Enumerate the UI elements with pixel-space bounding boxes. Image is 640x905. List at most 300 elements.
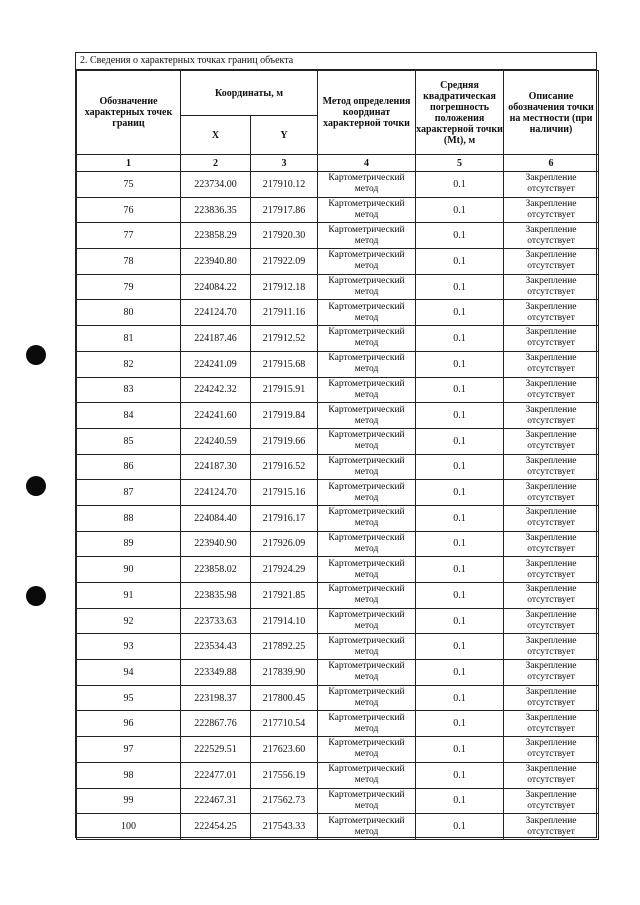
coord-y: 217915.68 xyxy=(251,351,318,377)
method-line: метод xyxy=(354,466,379,477)
coord-y: 217916.17 xyxy=(251,505,318,531)
description-line: Закрепление xyxy=(525,327,577,338)
description-line: отсутствует xyxy=(527,389,575,400)
method-line: метод xyxy=(354,312,379,323)
method-cell xyxy=(318,737,416,763)
method-cell xyxy=(318,403,416,429)
description-line: Закрепление xyxy=(525,815,577,826)
table-row xyxy=(77,660,599,686)
description-line: Закрепление xyxy=(525,430,577,441)
coord-x: 224187.46 xyxy=(181,326,251,352)
description-cell xyxy=(504,480,599,506)
coord-x: 222454.25 xyxy=(181,814,251,840)
mt-value: 0.1 xyxy=(416,274,504,300)
coord-y: 217800.45 xyxy=(251,685,318,711)
description-line: Закрепление xyxy=(525,610,577,621)
method-line: метод xyxy=(354,338,379,349)
method-line: Картометрический xyxy=(328,687,405,698)
point-number: 94 xyxy=(77,660,181,686)
coord-x: 224124.70 xyxy=(181,300,251,326)
table-row xyxy=(77,249,599,275)
method-line: Картометрический xyxy=(328,661,405,672)
table-row xyxy=(77,608,599,634)
mt-value: 0.1 xyxy=(416,197,504,223)
table-row xyxy=(77,274,599,300)
mt-value: 0.1 xyxy=(416,249,504,275)
table-row xyxy=(77,428,599,454)
mt-value: 0.1 xyxy=(416,737,504,763)
method-line: метод xyxy=(354,595,379,606)
description-cell xyxy=(504,737,599,763)
description-cell xyxy=(504,197,599,223)
description-line: Закрепление xyxy=(525,224,577,235)
method-line: Картометрический xyxy=(328,327,405,338)
point-number: 80 xyxy=(77,300,181,326)
method-line: Картометрический xyxy=(328,789,405,800)
description-line: Закрепление xyxy=(525,635,577,646)
method-cell xyxy=(318,634,416,660)
mt-value: 0.1 xyxy=(416,403,504,429)
table-row xyxy=(77,403,599,429)
column-number: 5 xyxy=(416,155,504,172)
point-number: 76 xyxy=(77,197,181,223)
point-number: 82 xyxy=(77,351,181,377)
description-cell xyxy=(504,454,599,480)
description-line: Закрепление xyxy=(525,250,577,261)
coord-y: 217920.30 xyxy=(251,223,318,249)
mt-value: 0.1 xyxy=(416,814,504,840)
coord-x: 223836.35 xyxy=(181,197,251,223)
coord-x: 223940.80 xyxy=(181,249,251,275)
mt-value: 0.1 xyxy=(416,608,504,634)
description-line: отсутствует xyxy=(527,723,575,734)
method-line: Картометрический xyxy=(328,224,405,235)
description-line: отсутствует xyxy=(527,646,575,657)
table-row xyxy=(77,300,599,326)
point-number: 75 xyxy=(77,172,181,198)
description-line: отсутствует xyxy=(527,210,575,221)
coord-x: 224242.32 xyxy=(181,377,251,403)
header-coordinates: Координаты, м xyxy=(181,71,318,116)
header-designation: Обозначение характерных точек границ xyxy=(77,71,181,155)
table-row xyxy=(77,223,599,249)
method-line: метод xyxy=(354,826,379,837)
table-row xyxy=(77,326,599,352)
table-row xyxy=(77,377,599,403)
mt-value: 0.1 xyxy=(416,634,504,660)
coord-y: 217623.60 xyxy=(251,737,318,763)
coord-y: 217543.33 xyxy=(251,814,318,840)
coord-x: 223734.00 xyxy=(181,172,251,198)
description-cell xyxy=(504,685,599,711)
header-y: Y xyxy=(251,116,318,155)
method-cell xyxy=(318,300,416,326)
description-cell xyxy=(504,634,599,660)
punch-hole xyxy=(26,586,46,606)
coord-x: 222529.51 xyxy=(181,737,251,763)
coord-x: 224241.60 xyxy=(181,403,251,429)
coord-x: 224240.59 xyxy=(181,428,251,454)
mt-value: 0.1 xyxy=(416,685,504,711)
coord-y: 217919.66 xyxy=(251,428,318,454)
coord-x: 223733.63 xyxy=(181,608,251,634)
mt-value: 0.1 xyxy=(416,583,504,609)
mt-value: 0.1 xyxy=(416,172,504,198)
description-cell xyxy=(504,351,599,377)
coord-y: 217919.84 xyxy=(251,403,318,429)
section-title: 2. Сведения о характерных точках границ объекта xyxy=(76,53,596,70)
point-number: 100 xyxy=(77,814,181,840)
method-line: Картометрический xyxy=(328,584,405,595)
description-line: отсутствует xyxy=(527,518,575,529)
mt-value: 0.1 xyxy=(416,762,504,788)
method-cell xyxy=(318,223,416,249)
description-line: Закрепление xyxy=(525,199,577,210)
description-line: отсутствует xyxy=(527,800,575,811)
description-line: Закрепление xyxy=(525,173,577,184)
document-frame xyxy=(75,52,597,838)
table-row xyxy=(77,634,599,660)
method-line: метод xyxy=(354,492,379,503)
description-line: Закрепление xyxy=(525,584,577,595)
method-cell xyxy=(318,531,416,557)
method-cell xyxy=(318,454,416,480)
method-cell xyxy=(318,685,416,711)
point-number: 85 xyxy=(77,428,181,454)
coord-y: 217892.25 xyxy=(251,634,318,660)
method-line: метод xyxy=(354,415,379,426)
header-description: Описание обозначения точки на местности (при наличии) xyxy=(504,71,599,155)
point-number: 88 xyxy=(77,505,181,531)
point-number: 89 xyxy=(77,531,181,557)
method-cell xyxy=(318,326,416,352)
method-line: метод xyxy=(354,261,379,272)
coord-y: 217710.54 xyxy=(251,711,318,737)
point-number: 91 xyxy=(77,583,181,609)
method-line: Картометрический xyxy=(328,738,405,749)
description-cell xyxy=(504,249,599,275)
column-number: 4 xyxy=(318,155,416,172)
method-cell xyxy=(318,711,416,737)
coord-x: 223940.90 xyxy=(181,531,251,557)
coord-x: 222467.31 xyxy=(181,788,251,814)
table-row xyxy=(77,711,599,737)
mt-value: 0.1 xyxy=(416,660,504,686)
description-line: Закрепление xyxy=(525,378,577,389)
coord-y: 217912.52 xyxy=(251,326,318,352)
method-line: Картометрический xyxy=(328,532,405,543)
method-cell xyxy=(318,249,416,275)
description-cell xyxy=(504,762,599,788)
coord-y: 217562.73 xyxy=(251,788,318,814)
coord-x: 222477.01 xyxy=(181,762,251,788)
coord-x: 223349.88 xyxy=(181,660,251,686)
description-line: отсутствует xyxy=(527,595,575,606)
description-cell xyxy=(504,172,599,198)
method-cell xyxy=(318,172,416,198)
method-line: метод xyxy=(354,441,379,452)
method-line: метод xyxy=(354,364,379,375)
description-line: отсутствует xyxy=(527,287,575,298)
mt-value: 0.1 xyxy=(416,480,504,506)
method-line: метод xyxy=(354,210,379,221)
description-line: Закрепление xyxy=(525,507,577,518)
description-line: отсутствует xyxy=(527,235,575,246)
coord-x: 224124.70 xyxy=(181,480,251,506)
method-line: Картометрический xyxy=(328,378,405,389)
coord-y: 217915.16 xyxy=(251,480,318,506)
method-cell xyxy=(318,788,416,814)
table-row xyxy=(77,505,599,531)
description-line: отсутствует xyxy=(527,749,575,760)
method-cell xyxy=(318,480,416,506)
description-line: отсутствует xyxy=(527,415,575,426)
point-number: 96 xyxy=(77,711,181,737)
point-number: 92 xyxy=(77,608,181,634)
punch-hole xyxy=(26,476,46,496)
method-line: метод xyxy=(354,184,379,195)
header-error: Средняя квадратическая погрешность положения характерной точки (Mt), м xyxy=(416,71,504,155)
method-line: метод xyxy=(354,287,379,298)
coord-y: 217916.52 xyxy=(251,454,318,480)
header-x: X xyxy=(181,116,251,155)
description-cell xyxy=(504,505,599,531)
point-number: 99 xyxy=(77,788,181,814)
description-cell xyxy=(504,223,599,249)
punch-hole xyxy=(26,345,46,365)
description-line: отсутствует xyxy=(527,261,575,272)
table-row xyxy=(77,737,599,763)
method-cell xyxy=(318,814,416,840)
description-line: отсутствует xyxy=(527,569,575,580)
method-line: метод xyxy=(354,723,379,734)
description-line: Закрепление xyxy=(525,661,577,672)
table-row xyxy=(77,788,599,814)
description-line: отсутствует xyxy=(527,492,575,503)
coord-y: 217922.09 xyxy=(251,249,318,275)
description-line: Закрепление xyxy=(525,455,577,466)
method-line: метод xyxy=(354,749,379,760)
description-line: Закрепление xyxy=(525,404,577,415)
description-line: Закрепление xyxy=(525,764,577,775)
mt-value: 0.1 xyxy=(416,711,504,737)
method-line: Картометрический xyxy=(328,610,405,621)
coord-y: 217839.90 xyxy=(251,660,318,686)
mt-value: 0.1 xyxy=(416,428,504,454)
method-line: Картометрический xyxy=(328,507,405,518)
mt-value: 0.1 xyxy=(416,788,504,814)
method-line: Картометрический xyxy=(328,404,405,415)
coord-y: 217915.91 xyxy=(251,377,318,403)
mt-value: 0.1 xyxy=(416,531,504,557)
coord-x: 223858.02 xyxy=(181,557,251,583)
method-line: Картометрический xyxy=(328,558,405,569)
mt-value: 0.1 xyxy=(416,351,504,377)
point-number: 81 xyxy=(77,326,181,352)
method-cell xyxy=(318,660,416,686)
coord-y: 217917.86 xyxy=(251,197,318,223)
method-cell xyxy=(318,274,416,300)
coord-x: 224084.40 xyxy=(181,505,251,531)
description-line: отсутствует xyxy=(527,826,575,837)
mt-value: 0.1 xyxy=(416,223,504,249)
description-cell xyxy=(504,403,599,429)
description-line: отсутствует xyxy=(527,184,575,195)
method-line: Картометрический xyxy=(328,815,405,826)
description-line: отсутствует xyxy=(527,441,575,452)
method-line: Картометрический xyxy=(328,250,405,261)
table-row xyxy=(77,685,599,711)
description-cell xyxy=(504,583,599,609)
description-cell xyxy=(504,814,599,840)
method-cell xyxy=(318,762,416,788)
method-line: Картометрический xyxy=(328,173,405,184)
point-number: 86 xyxy=(77,454,181,480)
method-line: метод xyxy=(354,518,379,529)
point-number: 90 xyxy=(77,557,181,583)
method-cell xyxy=(318,505,416,531)
point-number: 87 xyxy=(77,480,181,506)
point-number: 79 xyxy=(77,274,181,300)
coord-y: 217914.10 xyxy=(251,608,318,634)
method-cell xyxy=(318,197,416,223)
description-line: отсутствует xyxy=(527,621,575,632)
description-line: Закрепление xyxy=(525,738,577,749)
description-line: Закрепление xyxy=(525,712,577,723)
description-cell xyxy=(504,788,599,814)
description-line: отсутствует xyxy=(527,543,575,554)
method-line: Картометрический xyxy=(328,353,405,364)
method-line: метод xyxy=(354,672,379,683)
coord-y: 217921.85 xyxy=(251,583,318,609)
description-line: отсутствует xyxy=(527,672,575,683)
description-line: отсутствует xyxy=(527,775,575,786)
description-line: Закрепление xyxy=(525,687,577,698)
coord-x: 223835.98 xyxy=(181,583,251,609)
description-cell xyxy=(504,428,599,454)
method-line: метод xyxy=(354,389,379,400)
description-line: Закрепление xyxy=(525,789,577,800)
description-cell xyxy=(504,531,599,557)
table-row xyxy=(77,351,599,377)
method-cell xyxy=(318,557,416,583)
point-number: 98 xyxy=(77,762,181,788)
table-row xyxy=(77,762,599,788)
coord-y: 217911.16 xyxy=(251,300,318,326)
coord-x: 223534.43 xyxy=(181,634,251,660)
column-numbers-row xyxy=(77,155,599,172)
method-line: Картометрический xyxy=(328,635,405,646)
description-line: отсутствует xyxy=(527,338,575,349)
method-line: Картометрический xyxy=(328,481,405,492)
description-line: Закрепление xyxy=(525,558,577,569)
coord-x: 223858.29 xyxy=(181,223,251,249)
table-row xyxy=(77,531,599,557)
column-number: 3 xyxy=(251,155,318,172)
coord-y: 217924.29 xyxy=(251,557,318,583)
table-row xyxy=(77,480,599,506)
point-number: 78 xyxy=(77,249,181,275)
method-line: Картометрический xyxy=(328,712,405,723)
table-row xyxy=(77,557,599,583)
coord-x: 224084.22 xyxy=(181,274,251,300)
method-line: метод xyxy=(354,646,379,657)
method-line: метод xyxy=(354,775,379,786)
description-line: Закрепление xyxy=(525,353,577,364)
description-cell xyxy=(504,711,599,737)
point-number: 97 xyxy=(77,737,181,763)
coord-x: 223198.37 xyxy=(181,685,251,711)
description-cell xyxy=(504,377,599,403)
method-line: метод xyxy=(354,235,379,246)
column-number: 6 xyxy=(504,155,599,172)
mt-value: 0.1 xyxy=(416,326,504,352)
header-method: Метод определения координат характерной точки xyxy=(318,71,416,155)
description-line: Закрепление xyxy=(525,301,577,312)
mt-value: 0.1 xyxy=(416,505,504,531)
table-row xyxy=(77,197,599,223)
coord-y: 217556.19 xyxy=(251,762,318,788)
method-line: метод xyxy=(354,569,379,580)
point-number: 77 xyxy=(77,223,181,249)
point-number: 83 xyxy=(77,377,181,403)
coord-x: 224187.30 xyxy=(181,454,251,480)
description-cell xyxy=(504,326,599,352)
method-cell xyxy=(318,377,416,403)
coord-y: 217912.18 xyxy=(251,274,318,300)
table-row xyxy=(77,583,599,609)
coord-x: 224241.09 xyxy=(181,351,251,377)
method-cell xyxy=(318,428,416,454)
description-line: Закрепление xyxy=(525,276,577,287)
method-line: метод xyxy=(354,698,379,709)
table-body xyxy=(77,172,599,840)
method-line: метод xyxy=(354,800,379,811)
coord-y: 217910.12 xyxy=(251,172,318,198)
mt-value: 0.1 xyxy=(416,300,504,326)
description-cell xyxy=(504,660,599,686)
description-line: Закрепление xyxy=(525,481,577,492)
table-row xyxy=(77,454,599,480)
coord-x: 222867.76 xyxy=(181,711,251,737)
method-line: метод xyxy=(354,543,379,554)
characteristic-points-table xyxy=(76,70,599,840)
description-line: отсутствует xyxy=(527,698,575,709)
description-cell xyxy=(504,608,599,634)
method-line: Картометрический xyxy=(328,764,405,775)
method-cell xyxy=(318,351,416,377)
point-number: 93 xyxy=(77,634,181,660)
table-row xyxy=(77,814,599,840)
method-line: Картометрический xyxy=(328,199,405,210)
method-line: Картометрический xyxy=(328,455,405,466)
point-number: 95 xyxy=(77,685,181,711)
point-number: 84 xyxy=(77,403,181,429)
method-line: метод xyxy=(354,621,379,632)
table-row xyxy=(77,172,599,198)
mt-value: 0.1 xyxy=(416,377,504,403)
description-cell xyxy=(504,274,599,300)
description-line: отсутствует xyxy=(527,364,575,375)
coord-y: 217926.09 xyxy=(251,531,318,557)
method-line: Картометрический xyxy=(328,430,405,441)
method-line: Картометрический xyxy=(328,276,405,287)
column-number: 1 xyxy=(77,155,181,172)
description-line: отсутствует xyxy=(527,466,575,477)
description-cell xyxy=(504,557,599,583)
method-cell xyxy=(318,583,416,609)
method-cell xyxy=(318,608,416,634)
